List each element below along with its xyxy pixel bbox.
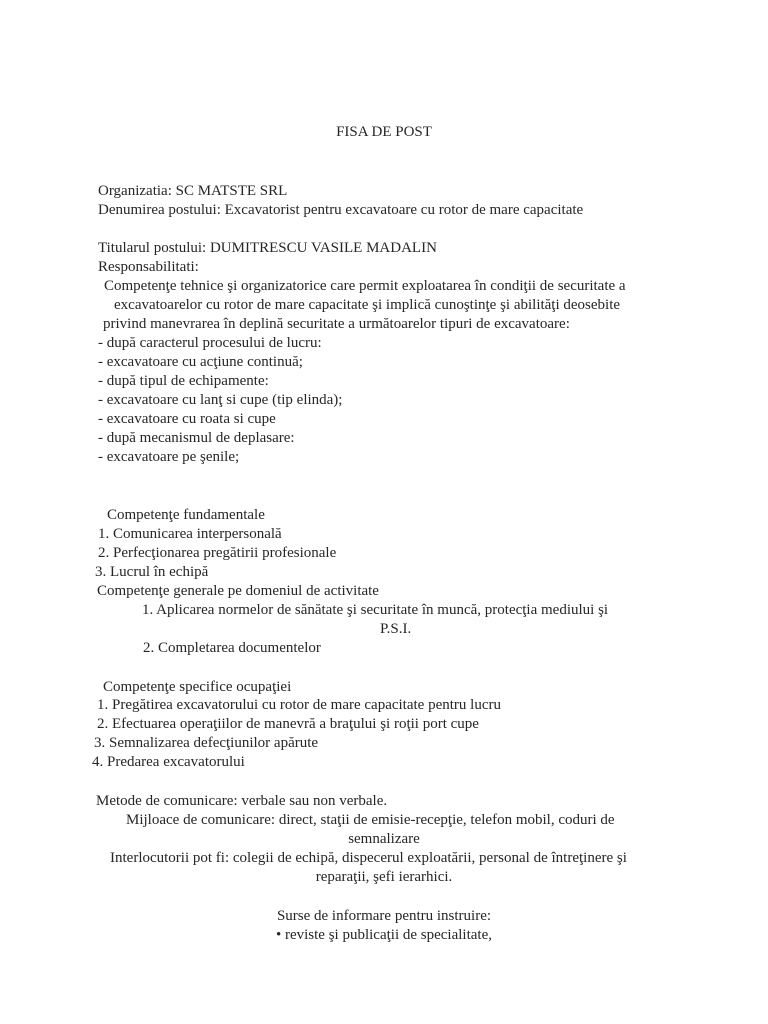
training-item: • reviste şi publicaţii de specialitate, [275,927,492,943]
responsibilities-heading: Responsabilitati: [98,259,199,275]
excavator-type-item: - excavatoare cu acţiune continuă; [98,354,303,370]
fundamental-item: 3. Lucrul în echipă [95,564,209,580]
specific-item: 3. Semnalizarea defecţiunilor apărute [94,735,319,751]
position-line: Denumirea postului: Excavatorist pentru excavatoare cu rotor de mare capacitate [98,202,584,218]
excavator-type-item: - după tipul de echipamente: [98,373,269,389]
fundamental-heading: Competenţe fundamentale [107,507,265,523]
organization-line: Organizatia: SC MATSTE SRL [98,183,288,199]
general-item-line: P.S.I. [380,621,412,637]
responsibilities-text-line: excavatoarelor cu rotor de mare capacitate şi implică cunoştinţe şi abilităţi deosebite [114,297,621,313]
specific-heading: Competenţe specifice ocupaţiei [103,679,292,695]
interlocutors-line: reparaţii, şefi ierarhici. [315,869,453,885]
fundamental-item: 2. Perfecţionarea pregătirii profesionale [98,545,337,561]
communication-means-line: semnalizare [348,831,420,847]
communication-methods: Metode de comunicare: verbale sau non verbale. [96,793,388,809]
excavator-type-item: - excavatoare cu roata si cupe [98,411,276,427]
document-title: FISA DE POST [336,124,432,140]
fundamental-item: 1. Comunicarea interpersonală [98,526,282,542]
responsibilities-text-line: Competenţe tehnice şi organizatorice care permit exploatarea în condiţii de securitate a [104,278,626,294]
general-heading: Competenţe generale pe domeniul de activitate [97,583,379,599]
communication-means-line: Mijloace de comunicare: direct, staţii de emisie-recepţie, telefon mobil, coduri de [126,812,615,828]
excavator-type-item: - excavatoare cu lanţ si cupe (tip elinda); [98,392,343,408]
responsibilities-text-line: privind manevrarea în deplină securitate a următoarelor tipuri de excavatoare: [103,316,570,332]
general-item-line: 1. Aplicarea normelor de sănătate şi securitate în muncă, protecţia mediului şi [142,602,609,618]
specific-item: 4. Predarea excavatorului [92,754,245,770]
training-heading: Surse de informare pentru instruire: [276,908,492,924]
excavator-type-item: - după mecanismul de deplasare: [98,430,295,446]
holder-line: Titularul postului: DUMITRESCU VASILE MADALIN [98,240,437,256]
specific-item: 1. Pregătirea excavatorului cu rotor de mare capacitate pentru lucru [97,697,501,713]
excavator-type-item: - excavatoare pe şenile; [98,449,240,465]
excavator-type-item: - după caracterul procesului de lucru: [98,335,322,351]
general-item: 2. Completarea documentelor [143,640,321,656]
specific-item: 2. Efectuarea operaţiilor de manevră a braţului şi roţii port cupe [97,716,479,732]
interlocutors-line: Interlocutorii pot fi: colegii de echipă, dispecerul exploatării, personal de întreţinere şi [110,850,627,866]
